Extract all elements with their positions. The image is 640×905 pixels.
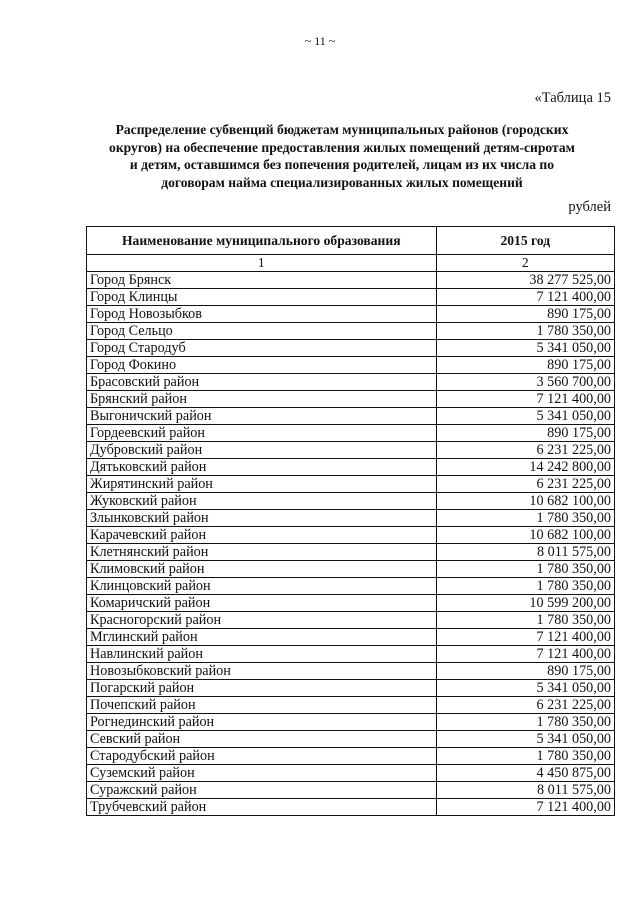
table-row <box>87 476 615 493</box>
municipality-name: Жуковский район <box>87 493 437 510</box>
column-number-1: 1 <box>87 255 437 272</box>
amount-2015: 1 780 350,00 <box>436 612 614 629</box>
amount-2015: 5 341 050,00 <box>436 680 614 697</box>
table-row <box>87 697 615 714</box>
amount-2015: 1 780 350,00 <box>436 561 614 578</box>
amount-2015: 5 341 050,00 <box>436 340 614 357</box>
table-row <box>87 578 615 595</box>
table-row <box>87 340 615 357</box>
table-row <box>87 357 615 374</box>
municipality-name: Гордеевский район <box>87 425 437 442</box>
table-row <box>87 663 615 680</box>
table-row <box>87 391 615 408</box>
amount-2015: 890 175,00 <box>436 663 614 680</box>
table-row <box>87 459 615 476</box>
municipality-name: Комаричский район <box>87 595 437 612</box>
table-body <box>87 272 615 816</box>
municipality-name: Клинцовский район <box>87 578 437 595</box>
amount-2015: 7 121 400,00 <box>436 391 614 408</box>
amount-2015: 6 231 225,00 <box>436 442 614 459</box>
table-row <box>87 765 615 782</box>
table-row <box>87 561 615 578</box>
table-row <box>87 510 615 527</box>
municipality-name: Город Сельцо <box>87 323 437 340</box>
table-row <box>87 289 615 306</box>
municipality-name: Рогнединский район <box>87 714 437 731</box>
municipality-name: Новозыбковский район <box>87 663 437 680</box>
municipality-name: Мглинский район <box>87 629 437 646</box>
municipality-name: Стародубский район <box>87 748 437 765</box>
table-row <box>87 714 615 731</box>
amount-2015: 8 011 575,00 <box>436 782 614 799</box>
table-row <box>87 748 615 765</box>
amount-2015: 38 277 525,00 <box>436 272 614 289</box>
table-row <box>87 306 615 323</box>
amount-2015: 1 780 350,00 <box>436 578 614 595</box>
municipality-name: Красногорский район <box>87 612 437 629</box>
amount-2015: 1 780 350,00 <box>436 323 614 340</box>
table-row <box>87 629 615 646</box>
table-row <box>87 612 615 629</box>
table-row <box>87 323 615 340</box>
title-line-1: Распределение субвенций бюджетам муниципальных районов (городских <box>115 122 569 137</box>
table-row <box>87 272 615 289</box>
table-row <box>87 731 615 748</box>
table-row <box>87 782 615 799</box>
amount-2015: 4 450 875,00 <box>436 765 614 782</box>
municipality-name: Суражский район <box>87 782 437 799</box>
units-label: рублей <box>568 199 611 215</box>
municipality-name: Севский район <box>87 731 437 748</box>
municipality-name: Город Брянск <box>87 272 437 289</box>
table-row <box>87 442 615 459</box>
amount-2015: 14 242 800,00 <box>436 459 614 476</box>
municipality-name: Клетнянский район <box>87 544 437 561</box>
column-number-row <box>87 255 615 272</box>
amount-2015: 6 231 225,00 <box>436 476 614 493</box>
table-label: «Таблица 15 <box>534 90 611 106</box>
municipality-name: Погарский район <box>87 680 437 697</box>
amount-2015: 890 175,00 <box>436 425 614 442</box>
amount-2015: 7 121 400,00 <box>436 646 614 663</box>
municipality-name: Жирятинский район <box>87 476 437 493</box>
municipality-name: Карачевский район <box>87 527 437 544</box>
municipality-name: Город Стародуб <box>87 340 437 357</box>
amount-2015: 5 341 050,00 <box>436 731 614 748</box>
table-row <box>87 425 615 442</box>
amount-2015: 1 780 350,00 <box>436 510 614 527</box>
amount-2015: 1 780 350,00 <box>436 748 614 765</box>
column-header-name: Наименование муниципального образования <box>87 227 437 255</box>
municipality-name: Трубчевский район <box>87 799 437 816</box>
amount-2015: 3 560 700,00 <box>436 374 614 391</box>
amount-2015: 7 121 400,00 <box>436 629 614 646</box>
municipality-name: Злынковский район <box>87 510 437 527</box>
table-row <box>87 544 615 561</box>
document-title <box>92 121 592 191</box>
municipality-name: Город Новозыбков <box>87 306 437 323</box>
column-number-2: 2 <box>436 255 614 272</box>
table-row <box>87 799 615 816</box>
municipality-name: Выгоничский район <box>87 408 437 425</box>
table-row <box>87 493 615 510</box>
municipality-name: Почепский район <box>87 697 437 714</box>
table-header-row <box>87 227 615 255</box>
subvention-table <box>86 226 615 816</box>
municipality-name: Дятьковский район <box>87 459 437 476</box>
column-header-year: 2015 год <box>436 227 614 255</box>
municipality-name: Климовский район <box>87 561 437 578</box>
amount-2015: 1 780 350,00 <box>436 714 614 731</box>
amount-2015: 6 231 225,00 <box>436 697 614 714</box>
amount-2015: 5 341 050,00 <box>436 408 614 425</box>
municipality-name: Брасовский район <box>87 374 437 391</box>
municipality-name: Город Фокино <box>87 357 437 374</box>
municipality-name: Навлинский район <box>87 646 437 663</box>
table-row <box>87 595 615 612</box>
title-line-4: договорам найма специализированных жилых помещений <box>161 174 523 190</box>
amount-2015: 10 599 200,00 <box>436 595 614 612</box>
title-line-2: округов) на обеспечение предоставления жилых помещений детям-сиротам <box>109 139 575 155</box>
municipality-name: Город Клинцы <box>87 289 437 306</box>
municipality-name: Дубровский район <box>87 442 437 459</box>
municipality-name: Брянский район <box>87 391 437 408</box>
page-number: ~ 11 ~ <box>304 34 336 48</box>
table-row <box>87 680 615 697</box>
table-row <box>87 408 615 425</box>
table-row <box>87 646 615 663</box>
municipality-name: Суземский район <box>87 765 437 782</box>
title-line-3: и детям, оставшимся без попечения родителей, лицам из их числа по <box>129 157 555 172</box>
amount-2015: 8 011 575,00 <box>436 544 614 561</box>
table-row <box>87 374 615 391</box>
amount-2015: 890 175,00 <box>436 357 614 374</box>
amount-2015: 7 121 400,00 <box>436 289 614 306</box>
amount-2015: 7 121 400,00 <box>436 799 614 816</box>
amount-2015: 10 682 100,00 <box>436 527 614 544</box>
table-row <box>87 527 615 544</box>
amount-2015: 890 175,00 <box>436 306 614 323</box>
amount-2015: 10 682 100,00 <box>436 493 614 510</box>
